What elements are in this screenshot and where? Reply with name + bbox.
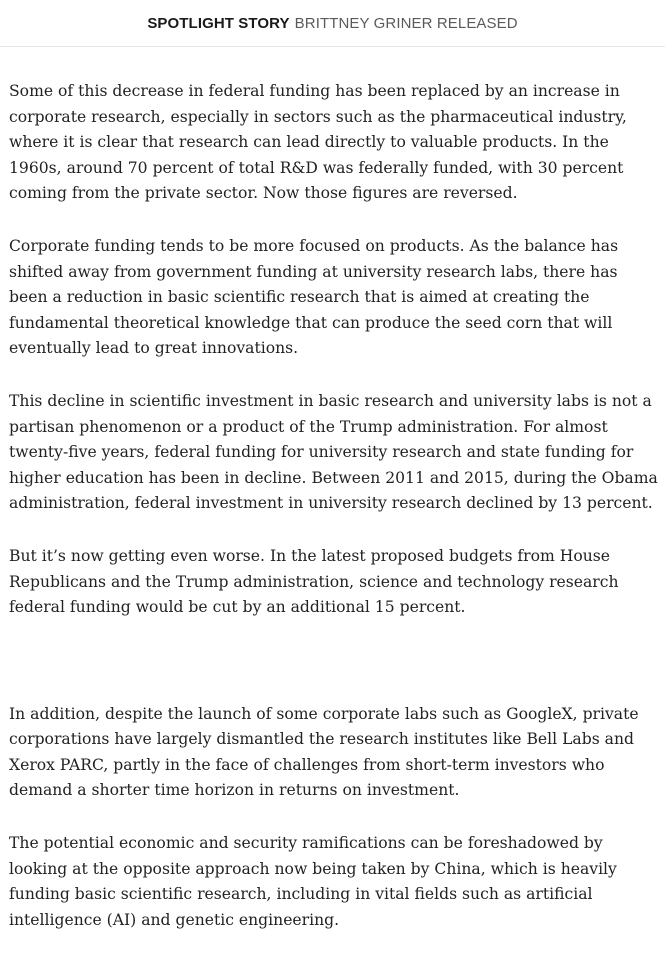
- ad-spacer: [9, 648, 659, 702]
- spotlight-label: SPOTLIGHT STORY: [147, 15, 290, 32]
- article-paragraph: This decline in scientific investment in basic research and university labs is not a partisan phenomenon or a product of the Trump administration. For almost twenty-five years, federal funding for university research and state funding for higher education has been in decline. Between 2011 and 2015, during the Obama administration, federal investment in university research declined by 13 percent.: [9, 391, 658, 513]
- article-paragraph: Some of this decrease in federal funding has been replaced by an increase in corporate research, especially in sectors such as the pharmaceutical industry, where it is clear that research can lead directly to valuable products. In the 1960s, around 70 percent of total R&D was federally funded, with 30 percent coming from the private sector. Now those figures are reversed.: [9, 82, 627, 203]
- spotlight-headline-link[interactable]: BRITTNEY GRINER RELEASED: [294, 15, 518, 32]
- spotlight-story-banner[interactable]: [0, 0, 665, 47]
- article-paragraph: But it’s now getting even worse. In the latest proposed budgets from House Republicans and the Trump administration, science and technology research federal funding would be cut by an additional 15 percent.: [9, 546, 619, 617]
- article-paragraph: In addition, despite the launch of some corporate labs such as GoogleX, private corporations have largely dismantled the research institutes like Bell Labs and Xerox PARC, partly in the face of challenges from short-term investors who demand a shorter time horizon in returns on investment.: [9, 704, 639, 800]
- article-paragraph: Corporate funding tends to be more focused on products. As the balance has shifted away from government funding at university research labs, there has been a reduction in basic scientific research that is aimed at creating the fundamental theoretical knowledge that can produce the seed corn that will eventually lead to great innovations.: [9, 236, 619, 358]
- article-body: [9, 79, 659, 960]
- article-paragraph: The potential economic and security ramifications can be foreshadowed by looking at the opposite approach now being taken by China, which is heavily funding basic scientific research, including in vital fields such as artificial intelligence (AI) and genetic engineering.: [9, 834, 617, 929]
